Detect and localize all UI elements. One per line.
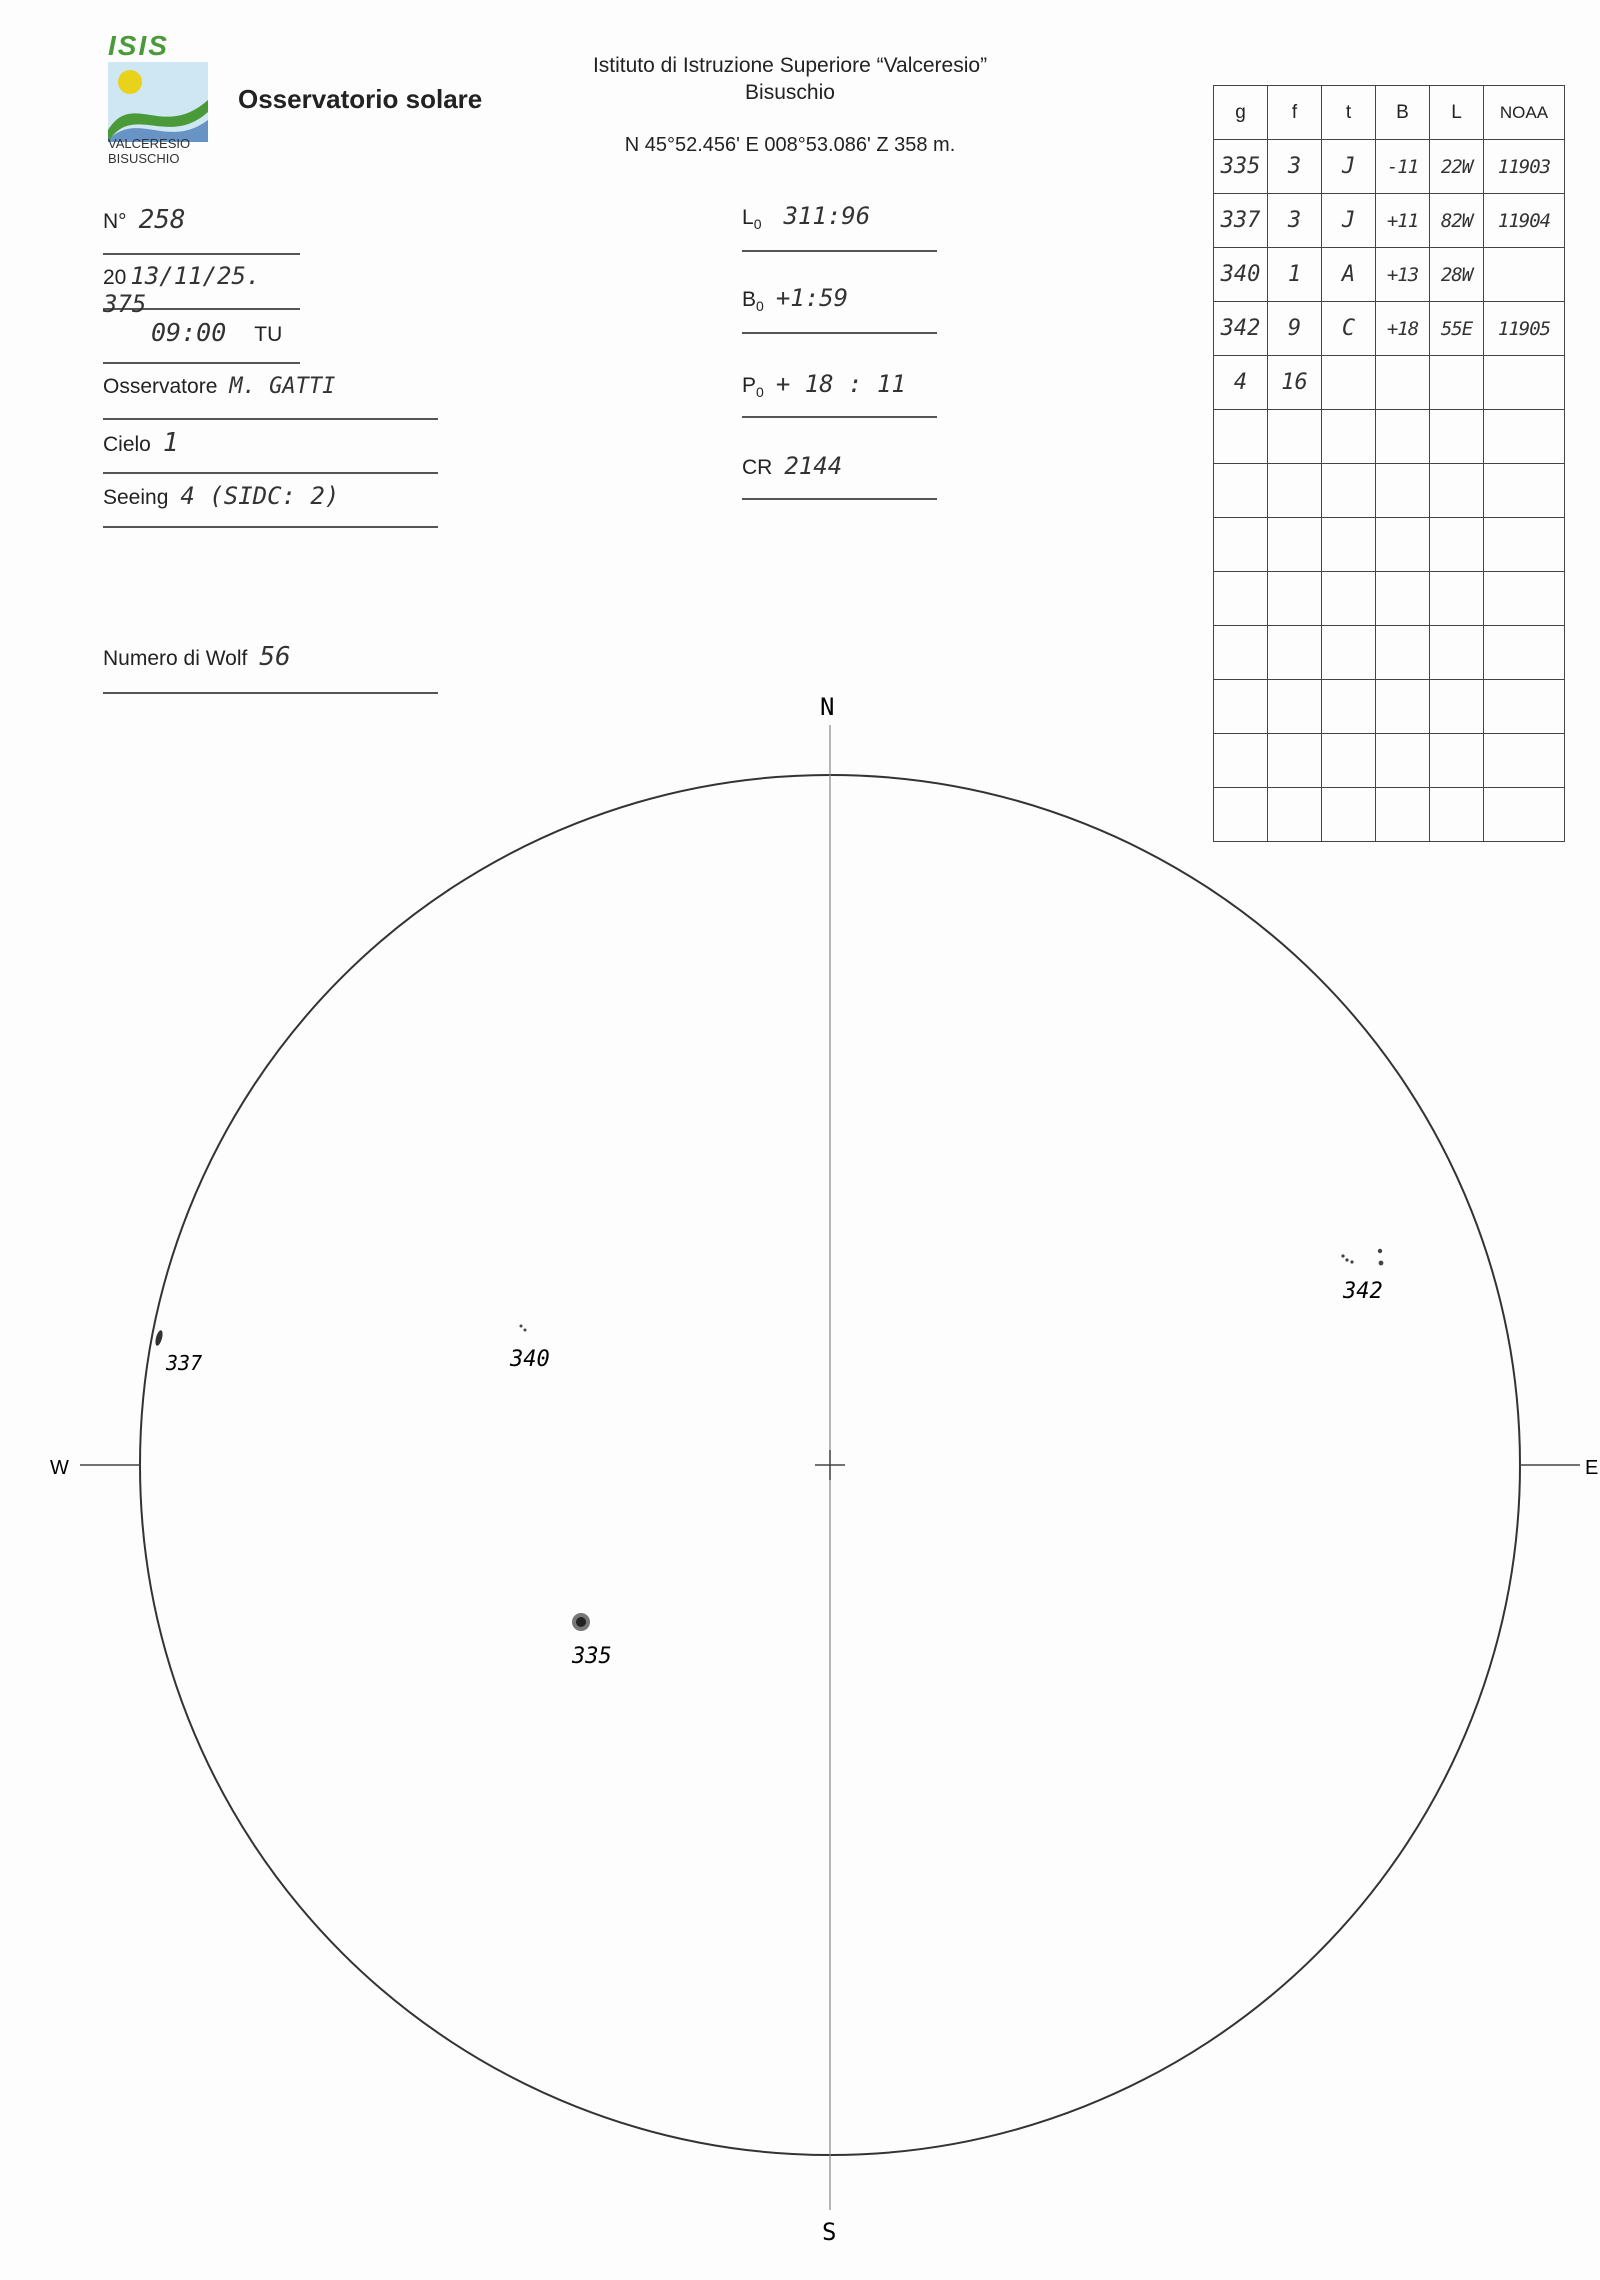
table-cell <box>1430 626 1484 680</box>
table-cell: 11904 <box>1484 194 1565 248</box>
table-cell <box>1268 788 1322 842</box>
table-cell: +13 <box>1376 248 1430 302</box>
table-cell <box>1322 626 1376 680</box>
sunspot-340-b <box>524 1329 527 1332</box>
number-label: N° <box>103 210 127 233</box>
sunspot-337 <box>154 1329 164 1346</box>
logo-subtitle-1: VALCERESIO <box>108 136 191 151</box>
table-cell: 55E <box>1430 302 1484 356</box>
table-cell <box>1214 734 1268 788</box>
table-cell <box>1214 572 1268 626</box>
table-cell <box>1322 518 1376 572</box>
table-cell <box>1268 680 1322 734</box>
l0-sub: 0 <box>753 216 762 233</box>
table-cell: 4 <box>1214 356 1268 410</box>
time-unit: TU <box>254 323 283 346</box>
table-cell <box>1376 734 1430 788</box>
table-cell <box>1430 734 1484 788</box>
table-cell <box>1376 680 1430 734</box>
table-cell <box>1322 680 1376 734</box>
table-cell <box>1484 410 1565 464</box>
header-noaa: NOAA <box>1484 86 1565 140</box>
table-cell: 11905 <box>1484 302 1565 356</box>
east-label: E <box>1585 1457 1599 1479</box>
table-cell: +18 <box>1376 302 1430 356</box>
table-cell: 22W <box>1430 140 1484 194</box>
sunspot-342-e <box>1379 1261 1384 1266</box>
table-cell <box>1430 464 1484 518</box>
table-cell: 11903 <box>1484 140 1565 194</box>
header-g: g <box>1214 86 1268 140</box>
table-cell: 3 <box>1268 140 1322 194</box>
table-cell: 335 <box>1214 140 1268 194</box>
table-cell <box>1214 788 1268 842</box>
table-row <box>1214 518 1565 572</box>
table-cell: 9 <box>1268 302 1322 356</box>
table-cell <box>1376 518 1430 572</box>
table-cell <box>1484 680 1565 734</box>
table-cell: 342 <box>1214 302 1268 356</box>
table-cell <box>1268 572 1322 626</box>
sky-value: 1 <box>162 428 179 458</box>
seeing-value: 4 (SIDC: 2) <box>180 482 340 510</box>
table-cell: +11 <box>1376 194 1430 248</box>
table-cell <box>1214 518 1268 572</box>
table-row <box>1214 194 1565 248</box>
l0-field <box>742 202 937 252</box>
time-value: 09:00 <box>151 318 227 347</box>
institute-line-2: Bisuschio <box>745 81 835 104</box>
observer-value: M. GATTI <box>229 374 336 399</box>
table-cell <box>1430 518 1484 572</box>
table-cell: 1 <box>1268 248 1322 302</box>
p0-value: + 18 : 11 <box>775 370 906 398</box>
table-cell: 82W <box>1430 194 1484 248</box>
b0-value: +1:59 <box>775 284 849 312</box>
table-cell: A <box>1322 248 1376 302</box>
sunspot-342-d <box>1378 1249 1382 1253</box>
north-label: N <box>820 693 835 721</box>
logo-subtitle-2: BISUSCHIO <box>108 151 180 166</box>
table-cell <box>1376 356 1430 410</box>
table-row <box>1214 356 1565 410</box>
table-cell: 337 <box>1214 194 1268 248</box>
group-label-340: 340 <box>510 1347 550 1372</box>
table-cell: -11 <box>1376 140 1430 194</box>
sunspot-335-umbra <box>576 1617 586 1627</box>
table-cell <box>1484 464 1565 518</box>
table-cell <box>1376 572 1430 626</box>
date-prefix: 20 <box>103 266 127 289</box>
table-cell <box>1484 626 1565 680</box>
institute-name <box>540 52 1040 106</box>
table-row <box>1214 626 1565 680</box>
table-cell <box>1430 680 1484 734</box>
b0-sub: 0 <box>756 298 764 315</box>
sunspot-342-b <box>1345 1258 1348 1261</box>
table-cell <box>1484 572 1565 626</box>
seeing-label: Seeing <box>103 486 169 509</box>
table-cell: 16 <box>1268 356 1322 410</box>
table-cell <box>1322 464 1376 518</box>
table-cell <box>1376 626 1430 680</box>
table-cell: C <box>1322 302 1376 356</box>
group-label-335: 335 <box>572 1644 612 1669</box>
cr-value: 2144 <box>784 452 843 480</box>
table-cell <box>1376 410 1430 464</box>
table-row <box>1214 734 1565 788</box>
date-field <box>103 262 300 318</box>
wolf-number-field <box>103 642 438 694</box>
table-cell: J <box>1322 194 1376 248</box>
table-cell <box>1484 248 1565 302</box>
table-cell <box>1484 356 1565 410</box>
cr-field <box>742 452 937 500</box>
table-cell <box>1322 572 1376 626</box>
p0-field <box>742 370 937 418</box>
logo-text: ISIS <box>108 30 169 61</box>
sky-field <box>103 428 438 474</box>
table-cell <box>1484 788 1565 842</box>
header-b: B <box>1376 86 1430 140</box>
observatory-coordinates: N 45°52.456' E 008°53.086' Z 358 m. <box>624 134 956 156</box>
sunspot-342-a <box>1341 1254 1344 1257</box>
number-value: 258 <box>138 205 186 235</box>
table-cell <box>1214 410 1268 464</box>
time-field <box>103 318 300 364</box>
table-cell <box>1214 680 1268 734</box>
p0-sub: 0 <box>756 384 764 401</box>
p0-label: P <box>742 374 757 397</box>
table-cell <box>1430 572 1484 626</box>
table-cell <box>1376 788 1430 842</box>
table-cell <box>1376 464 1430 518</box>
table-cell: 3 <box>1268 194 1322 248</box>
seeing-field <box>103 482 438 528</box>
table-cell <box>1322 734 1376 788</box>
l0-value: 311:96 <box>783 202 871 230</box>
table-cell <box>1214 464 1268 518</box>
table-cell: 28W <box>1430 248 1484 302</box>
west-label: W <box>50 1457 69 1479</box>
table-row <box>1214 680 1565 734</box>
wolf-label: Numero di Wolf <box>103 647 248 670</box>
table-cell <box>1268 464 1322 518</box>
header-t: t <box>1322 86 1376 140</box>
number-field <box>103 205 300 255</box>
table-cell <box>1268 410 1322 464</box>
table-cell <box>1322 356 1376 410</box>
institute-line-1: Istituto di Istruzione Superiore “Valceresio” <box>592 54 988 77</box>
sunspot-groups-table <box>1213 85 1565 842</box>
table-cell <box>1322 788 1376 842</box>
group-label-342: 342 <box>1343 1279 1383 1304</box>
table-cell <box>1268 626 1322 680</box>
table-cell <box>1430 788 1484 842</box>
sunspot-340-a <box>520 1325 523 1328</box>
b0-field <box>742 284 937 334</box>
table-header-row <box>1214 86 1565 140</box>
table-row <box>1214 302 1565 356</box>
header-l: L <box>1430 86 1484 140</box>
table-cell <box>1484 518 1565 572</box>
table-row <box>1214 410 1565 464</box>
observatory-title: Osservatorio solare <box>238 84 483 114</box>
observer-field <box>103 374 438 420</box>
table-cell: J <box>1322 140 1376 194</box>
table-body <box>1214 140 1565 842</box>
sky-label: Cielo <box>103 433 151 456</box>
table-row <box>1214 464 1565 518</box>
table-cell <box>1430 410 1484 464</box>
table-cell <box>1214 626 1268 680</box>
l0-label: L <box>742 206 754 229</box>
date-value: 13/11/25. 375 <box>103 262 261 318</box>
table-row <box>1214 248 1565 302</box>
group-label-337: 337 <box>166 1351 203 1375</box>
table-cell: 340 <box>1214 248 1268 302</box>
header-f: f <box>1268 86 1322 140</box>
table-row <box>1214 788 1565 842</box>
table-cell <box>1484 734 1565 788</box>
table-cell <box>1430 356 1484 410</box>
table-cell <box>1268 734 1322 788</box>
table-row <box>1214 140 1565 194</box>
cr-label: CR <box>742 456 773 479</box>
south-label: S <box>822 2218 837 2246</box>
observer-label: Osservatore <box>103 375 218 398</box>
wolf-value: 56 <box>259 642 291 672</box>
table-cell <box>1268 518 1322 572</box>
table-row <box>1214 572 1565 626</box>
b0-label: B <box>742 288 757 311</box>
table-cell <box>1322 410 1376 464</box>
sunspot-342-c <box>1350 1260 1353 1263</box>
